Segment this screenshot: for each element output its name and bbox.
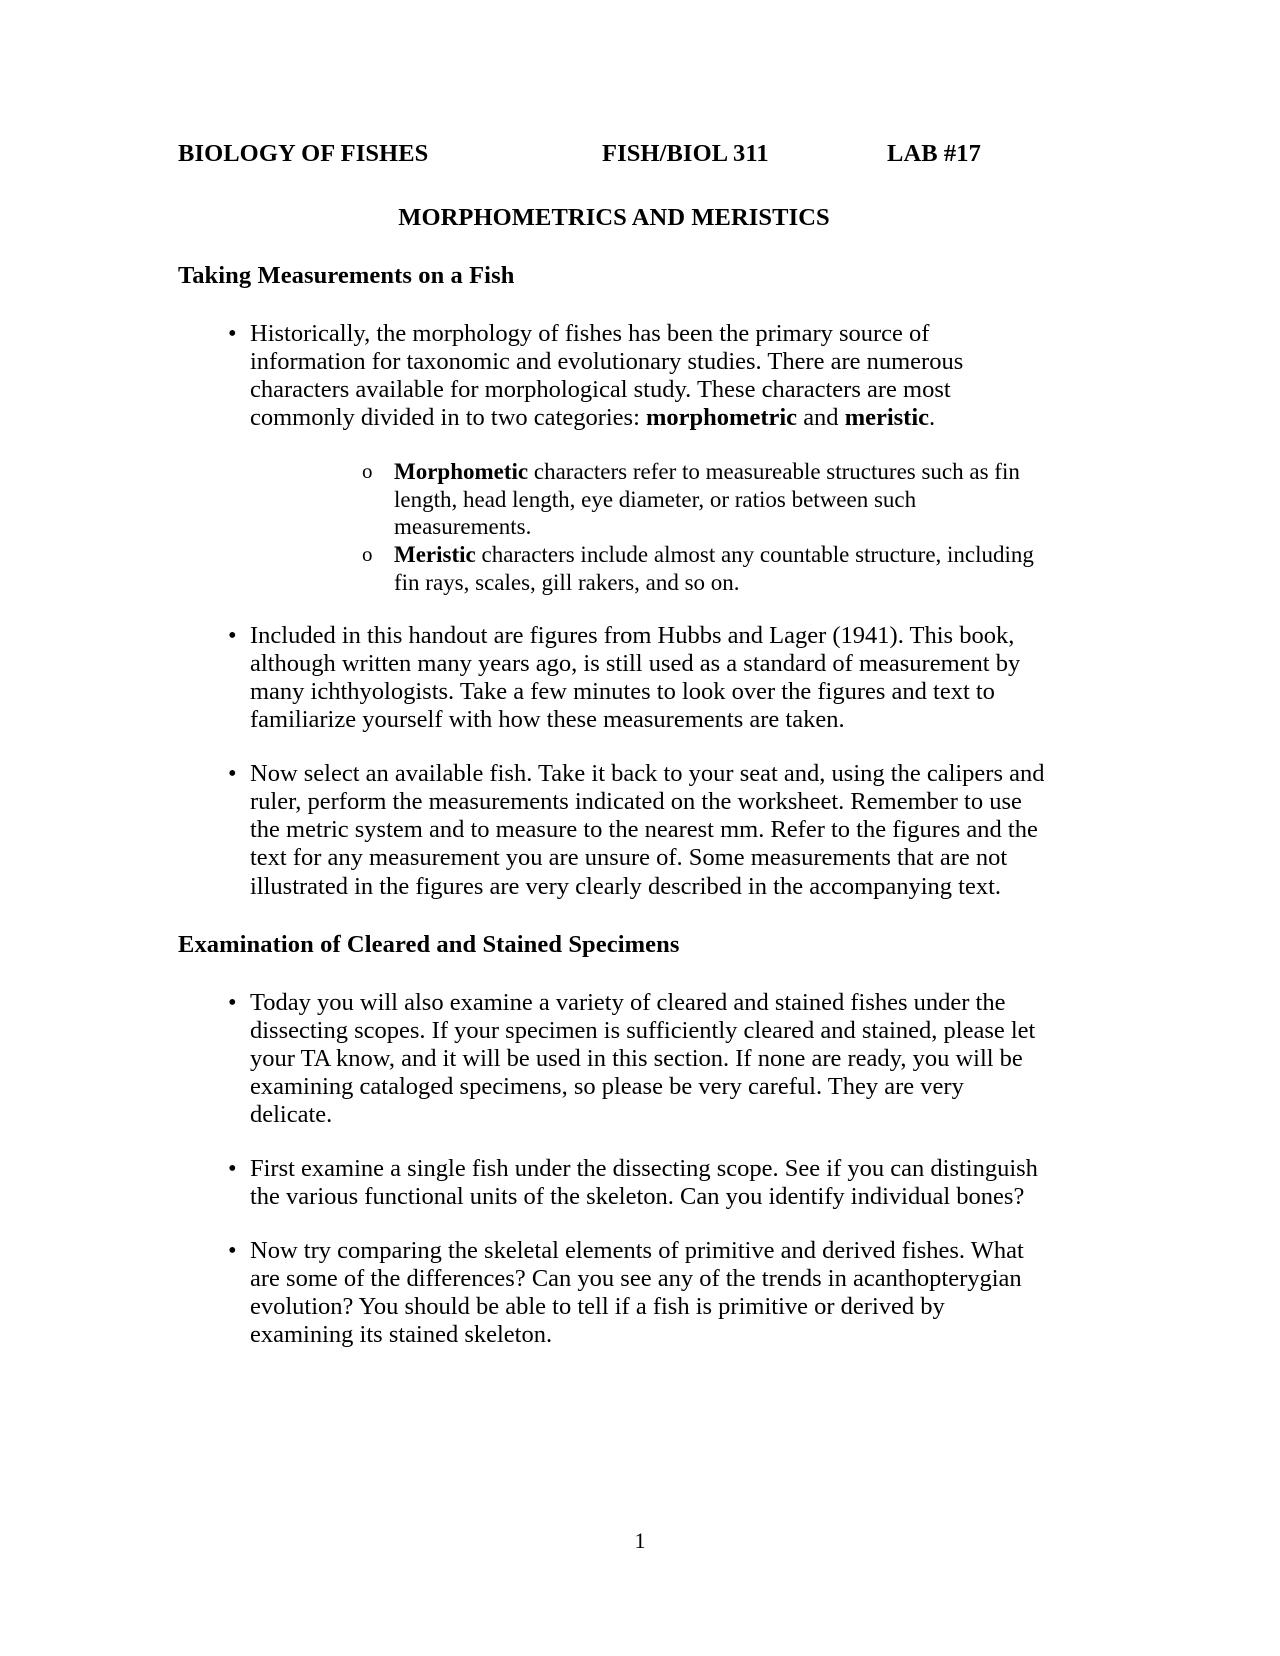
document-body: [178, 140, 1050, 1349]
bullet-list: [178, 989, 1050, 1350]
sub-bullet-text: Meristic characters include almost any countable structure, including fin rays, scales, gill rakers, and so on.: [394, 541, 1034, 595]
emphasized-term: morphometric: [646, 404, 798, 432]
bullet-marker-icon: •: [228, 320, 237, 347]
bullet-marker-icon: •: [228, 1236, 237, 1264]
bullet-text: Now select an available fish. Take it back to your seat and, using the calipers and ruler, perform the measurements indicated on the worksheet. Remember to use the metric system and to measure to the nearest mm. Refer to the figures and the text for any measurement you are unsure of. Some measurements that are not illustrated in the figures are very clearly described in the accompanying text.: [250, 760, 1045, 900]
document-header: [178, 140, 1050, 174]
bullet-item: [178, 1155, 1050, 1211]
header-lab-number: LAB #17: [887, 140, 981, 167]
bullet-item: [178, 1237, 1050, 1349]
bullet-marker-icon: •: [228, 622, 237, 650]
bullet-text: Today you will also examine a variety of cleared and stained fishes under the dissecting scopes. If your specimen is sufficiently cleared and stained, please let your TA know, and it will be used in this section. If none are ready, you will be examining cataloged specimens, so please be very careful. They are very delicate.: [250, 988, 1036, 1128]
bullet-item: [178, 989, 1050, 1129]
header-course-title: BIOLOGY OF FISHES: [178, 140, 429, 167]
header-course-code: FISH/BIOL 311: [602, 140, 769, 167]
sub-bullet-item: [250, 458, 1050, 541]
bullet-item: [178, 760, 1050, 900]
section-heading: Examination of Cleared and Stained Specimens: [178, 930, 680, 958]
bullet-list: [178, 320, 1050, 901]
bullet-item: [178, 622, 1050, 734]
bullet-text: Included in this handout are figures from Hubbs and Lager (1941). This book, although written many years ago, is still used as a standard of measurement by many ichthyologists. Take a few minutes to look over the figures and text to familiarize yourself with how these measurements are taken.: [250, 622, 1021, 734]
bullet-marker-icon: •: [228, 988, 237, 1016]
sections-container: [178, 262, 1050, 1349]
sub-bullet-list: [250, 458, 1050, 596]
page-number: 1: [634, 1528, 646, 1553]
emphasized-term: Meristic: [394, 541, 476, 567]
bullet-text: Now try comparing the skeletal elements of primitive and derived fishes. What are some of the differences? Can you see any of the trends in acanthopterygian evolution? You should be able to tell if a fish is primitive or derived by examining its stained skeleton.: [250, 1236, 1024, 1349]
bullet-text: First examine a single fish under the dissecting scope. See if you can distinguish the various functional units of the skeleton. Can you identify individual bones?: [250, 1154, 1038, 1210]
sub-bullet-item: [250, 541, 1050, 596]
bullet-marker-icon: •: [228, 760, 237, 788]
emphasized-term: Morphometic: [394, 459, 529, 485]
bullet-text: Historically, the morphology of fishes has been the primary source of information for taxonomic and evolutionary studies. There are numerous characters available for morphological study. These characters are most commonly divided in to two categories: morphometric and meristic.: [250, 320, 964, 432]
bullet-item: [178, 320, 1050, 596]
bullet-marker-icon: •: [228, 1154, 237, 1182]
emphasized-term: meristic: [844, 404, 930, 432]
sub-bullet-text: Morphometic characters refer to measureable structures such as fin length, head length, eye diameter, or ratios between such measurements.: [394, 459, 1020, 540]
sub-bullet-marker-icon: o: [362, 459, 373, 484]
sub-bullet-marker-icon: o: [362, 541, 373, 566]
page-title: MORPHOMETRICS AND MERISTICS: [398, 204, 830, 231]
section-heading: Taking Measurements on a Fish: [178, 262, 515, 289]
